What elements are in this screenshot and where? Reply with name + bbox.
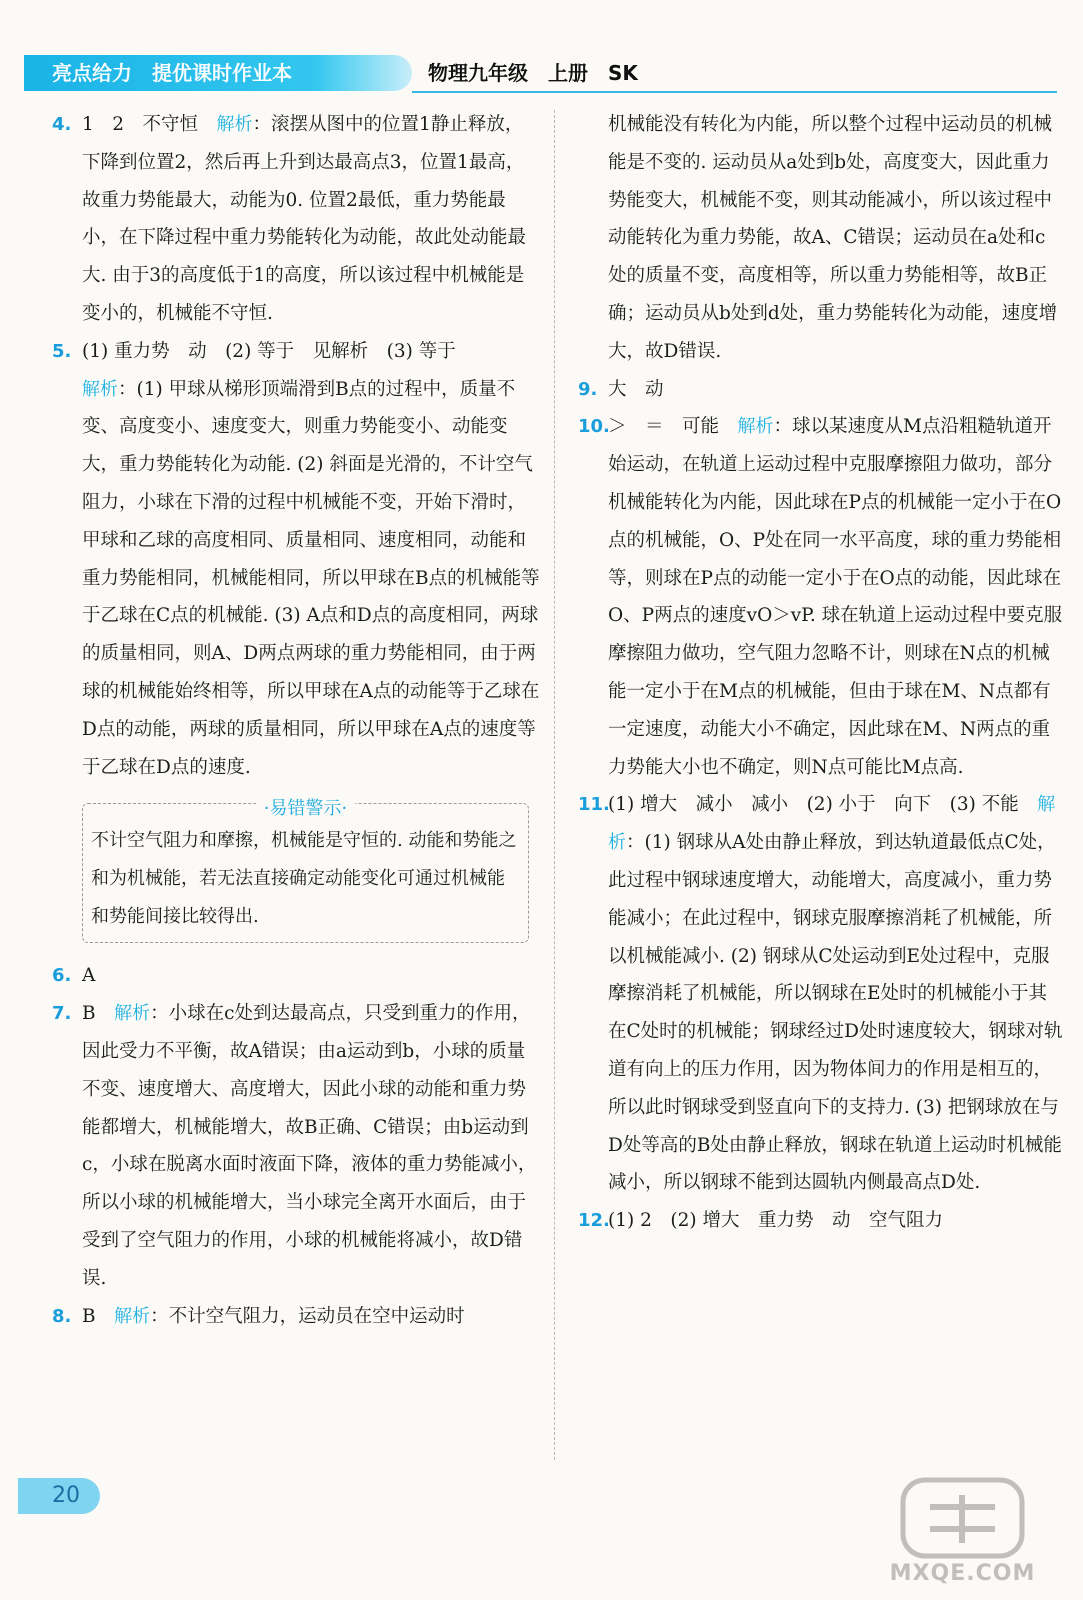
answer: 1 2 不守恒	[82, 114, 217, 135]
answer: B	[82, 1003, 115, 1025]
question-6	[52, 957, 540, 995]
analysis-text: ：(1) 钢球从A处由静止释放，到达轨道最低点C处，此过程中钢球速度增大，动能增大，高度减小，重力势能减小；在此过程中，钢球克服摩擦消耗了机械能，所以机械能减小. (2) 钢球从C处运动到E处过程中，克服摩擦消耗了机械能，所以钢球在E处时的机械能小于其在C处时的机械能；钢球经过D处时速度较大，钢球对轨道有向上的压力作用，因为物体间力的作用是相互的，所以此时钢球受到竖直向下的支持力. (3) 把钢球放在与D处等高的B处由静止释放，钢球在轨道上运动时机械能减小，所以钢球不能到达圆轨内侧最高点D处.	[608, 832, 1063, 1194]
question-number: 10.	[578, 416, 610, 438]
page-number: 20	[52, 1483, 80, 1508]
analysis-text: 机械能没有转化为内能，所以整个过程中运动员的机械能是不变的. 运动员从a处到b处，高度变大，因此重力势能变大，机械能不变，则其动能减小，所以该过程中动能转化为重力势能，故A、C错误；运动员在a处和c处的质量不变，高度相等，所以重力势能相等，故B正确；运动员从b处到d处，重力势能转化为动能，速度增大，故D错误.	[608, 114, 1058, 362]
analysis-text: ：(1) 甲球从梯形顶端滑到B点的过程中，质量不变、高度变小、速度变大，则重力势能变小、动能变大，重力势能转化为动能. (2) 斜面是光滑的，不计空气阻力，小球在下滑的过程中机械能不变，开始下滑时，甲球和乙球的高度相同、质量相同、速度相同，动能和重力势能相同，机械能相同，所以甲球在B点的机械能等于乙球在C点的机械能. (3) A点和D点的高度相同，两球的质量相同，则A、D两点两球的重力势能相同，由于两球的机械能始终相等，所以甲球在A点的动能等于乙球在D点的动能，两球的质量相同，所以甲球在A点的速度等于乙球在D点的速度.	[82, 378, 540, 778]
answer: (1) 增大 减小 减小 (2) 小于 向下 (3) 不能	[608, 794, 1038, 816]
analysis-label: 解析	[737, 416, 774, 438]
question-4	[52, 106, 540, 333]
answer: (1) 2 (2) 增大 重力势 动 空气阻力	[608, 1210, 943, 1232]
watermark	[850, 1465, 1075, 1595]
analysis-label: 解析	[114, 1003, 151, 1025]
analysis-text: ：不计空气阻力，运动员在空中运动时	[150, 1305, 465, 1327]
question-5	[52, 333, 540, 787]
answer: 大 动	[608, 378, 664, 400]
question-8-continued	[578, 106, 1063, 371]
subject-grade: 物理九年级 上册 SK	[428, 61, 638, 85]
common-mistake-box	[82, 798, 529, 943]
question-number: 9.	[578, 378, 598, 400]
right-column	[578, 106, 1063, 1240]
question-7	[52, 995, 540, 1297]
question-number: 7.	[52, 1003, 72, 1025]
question-number: 4.	[52, 114, 72, 135]
analysis-label: 解析	[114, 1305, 151, 1327]
answer: B	[82, 1305, 115, 1327]
question-number: 6.	[52, 965, 72, 987]
common-mistake-title: ·易错警示·	[256, 790, 355, 828]
answer: A	[82, 965, 96, 987]
question-9	[578, 371, 1063, 409]
question-11	[578, 786, 1063, 1202]
analysis-text: ：滚摆从图中的位置1静止释放，下降到位置2，然后再上升到达最高点3，位置1最高，故重力势能最大，动能为0. 位置2最低，重力势能最小，在下降过程中重力势能转化为动能，故此处动能最大. 由于3的高度低于1的高度，所以该过程中机械能是变小的，机械能不守恒.	[82, 114, 527, 324]
book-title: 亮点给力 提优课时作业本	[52, 61, 292, 85]
watermark-logo-icon	[900, 1477, 1025, 1559]
header-rule	[412, 91, 1057, 93]
question-number: 11.	[578, 794, 610, 816]
question-10	[578, 408, 1063, 786]
question-number: 8.	[52, 1305, 72, 1327]
page-header	[0, 0, 1083, 100]
analysis-text: ：球以某速度从M点沿粗糙轨道开始运动，在轨道上运动过程中克服摩擦阻力做功，部分机械能转化为内能，因此球在P点的机械能一定小于在O点的机械能，O、P处在同一水平高度，球的重力势能相等，则球在P点的动能一定小于在O点的动能，因此球在O、P两点的速度vO＞vP. 球在轨道上运动过程中要克服摩擦阻力做功，空气阻力忽略不计，则球在N点的机械能一定小于在M点的机械能，但由于球在M、N点都有一定速度，动能大小不确定，因此球在M、N两点的重力势能大小也不确定，则N点可能比M点高.	[608, 416, 1063, 778]
answer: ＞ ＝ 可能	[608, 416, 738, 438]
question-12	[578, 1202, 1063, 1240]
question-number: 12.	[578, 1210, 610, 1232]
common-mistake-text: 不计空气阻力和摩擦，机械能是守恒的. 动能和势能之和为机械能，若无法直接确定动能变化可通过机械能和势能间接比较得出.	[91, 830, 517, 928]
question-number: 5.	[52, 340, 72, 362]
column-divider	[554, 110, 555, 1460]
left-column	[52, 106, 540, 1335]
answer: (1) 重力势 动 (2) 等于 见解析 (3) 等于	[82, 340, 456, 362]
analysis-label: 解析	[82, 378, 118, 400]
watermark-text: MXQE.COM	[889, 1561, 1036, 1586]
analysis-label: 解析	[216, 114, 253, 135]
analysis-text: ：小球在c处到达最高点，只受到重力的作用，因此受力不平衡，故A错误；由a运动到b，小球的质量不变、速度增大、高度增大，因此小球的动能和重力势能都增大，机械能增大，故B正确、C错误；由b运动到c，小球在脱离水面时液面下降，液体的重力势能减小，所以小球的机械能增大，当小球完全离开水面后，由于受到了空气阻力的作用，小球的机械能将减小，故D错误.	[82, 1003, 537, 1289]
analysis-label: 解析	[608, 794, 1056, 854]
question-8	[52, 1298, 540, 1336]
